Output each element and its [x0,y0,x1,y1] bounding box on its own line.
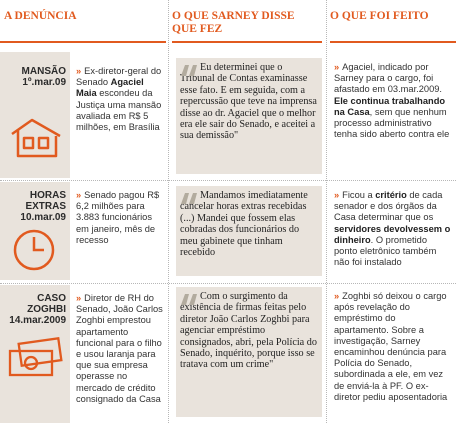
feito-highlight: critério [375,190,407,200]
quote-mark-icon [180,63,198,77]
row-date: 10.mar.09 [20,212,66,223]
quote-mark-icon [180,292,198,306]
row-label-panel [0,52,70,178]
denuncia-text: » Ex-diretor-geral do Senado Agaciel Maia escondeu da Justiça uma mansão avaliada em R$ 5 milhões, em Brasília [76,66,162,133]
arrow-icon: » [76,293,82,303]
row-title-text: HORAS EXTRAS [25,190,66,212]
header-feito: O QUE FOI FEITO [330,10,429,22]
row-date: 1º.mar.09 [22,77,66,88]
sarney-quote [176,287,322,417]
quote-text: Eu determinei que o Tribunal de Contas examinasse esse fato. E em seguida, com a repercussão que teve na imprensa disse ao dr. Agaciel que o melhor era ele sair do Senado, e aceitei a sua demissão" [180,62,317,142]
arrow-icon: » [76,190,82,200]
arrow-icon: » [334,291,340,301]
arrow-icon: » [76,66,82,76]
row-divider [0,283,456,284]
house-icon [8,108,64,160]
row-divider [0,180,456,181]
row-title [4,293,66,326]
header-underline [330,41,456,43]
row-title [4,190,66,223]
header-underline [0,41,166,43]
sarney-quote [176,58,322,174]
feito-text: » Zoghbi só deixou o cargo após revelação do empréstimo do apartamento. Sobre a investigação, Sarney encaminhou denúncia para Polícia do Senado, subordinada a ele, em vez de enviá-la à PF. O ex-diretor pediu aposentadoria [334,291,448,402]
feito-highlight: Ele continua trabalhando na Casa [334,95,446,117]
row-caso-zoghbi [0,285,456,423]
quote-mark-icon [180,191,198,205]
row-title-text: CASO ZOGHBI [27,293,66,315]
sarney-quote [176,186,322,276]
clock-icon [12,228,56,272]
denuncia-text: » Diretor de RH do Senado, João Carlos Zoghbi emprestou apartamento funcional para o filho e usou laranja para que sua empresa operasse no mercado de crédito consignado da Casa [76,293,163,404]
arrow-icon: » [334,62,340,72]
denuncia-highlight: Agaciel Maia [76,77,144,99]
row-label-panel [0,285,70,423]
feito-highlight: servidores devolvessem o dinheiro [334,223,451,245]
row-title [4,66,66,88]
denuncia-text: » Senado pagou R$ 6,2 milhões para 3.883 funcionários em janeiro, mês de recesso [76,190,160,245]
row-label-panel [0,182,70,280]
header-denuncia: A DENÚNCIA [4,10,77,22]
arrow-icon: » [334,190,340,200]
money-icon [6,337,64,381]
header-sarney: O QUE SARNEY DISSE QUE FEZ [172,10,295,35]
header-underline [172,41,322,43]
row-date: 14.mar.2009 [9,315,66,326]
quote-text: Mandamos imediatamente cancelar horas extras recebidas (...) Mandei que fossem elas cobradas dos funcionários do meu gabinete que tinham recebido [180,190,308,259]
row-horas-extras [0,182,456,280]
quote-text: Com o surgimento da existência de firmas feitas pelo diretor João Carlos Zoghbi para agenciar empréstimo consignados, abri, pela Polícia do Senado, inquérito, porque isso se tratava com um crime" [180,291,317,371]
feito-text: » Ficou a critério de cada senador e dos órgãos da Casa determinar que os servidores devolvessem o dinheiro. O prometido ponto eletrônico também não foi instalado [334,190,451,268]
row-title-text: MANSÃO [21,66,66,77]
row-mansao [0,52,456,178]
feito-text: » Agaciel, indicado por Sarney para o cargo, foi afastado em 03.mar.2009. Ele continua trabalhando na Casa, sem que nenhum processo administrativo tenha sido aberto contra ele [334,62,450,140]
